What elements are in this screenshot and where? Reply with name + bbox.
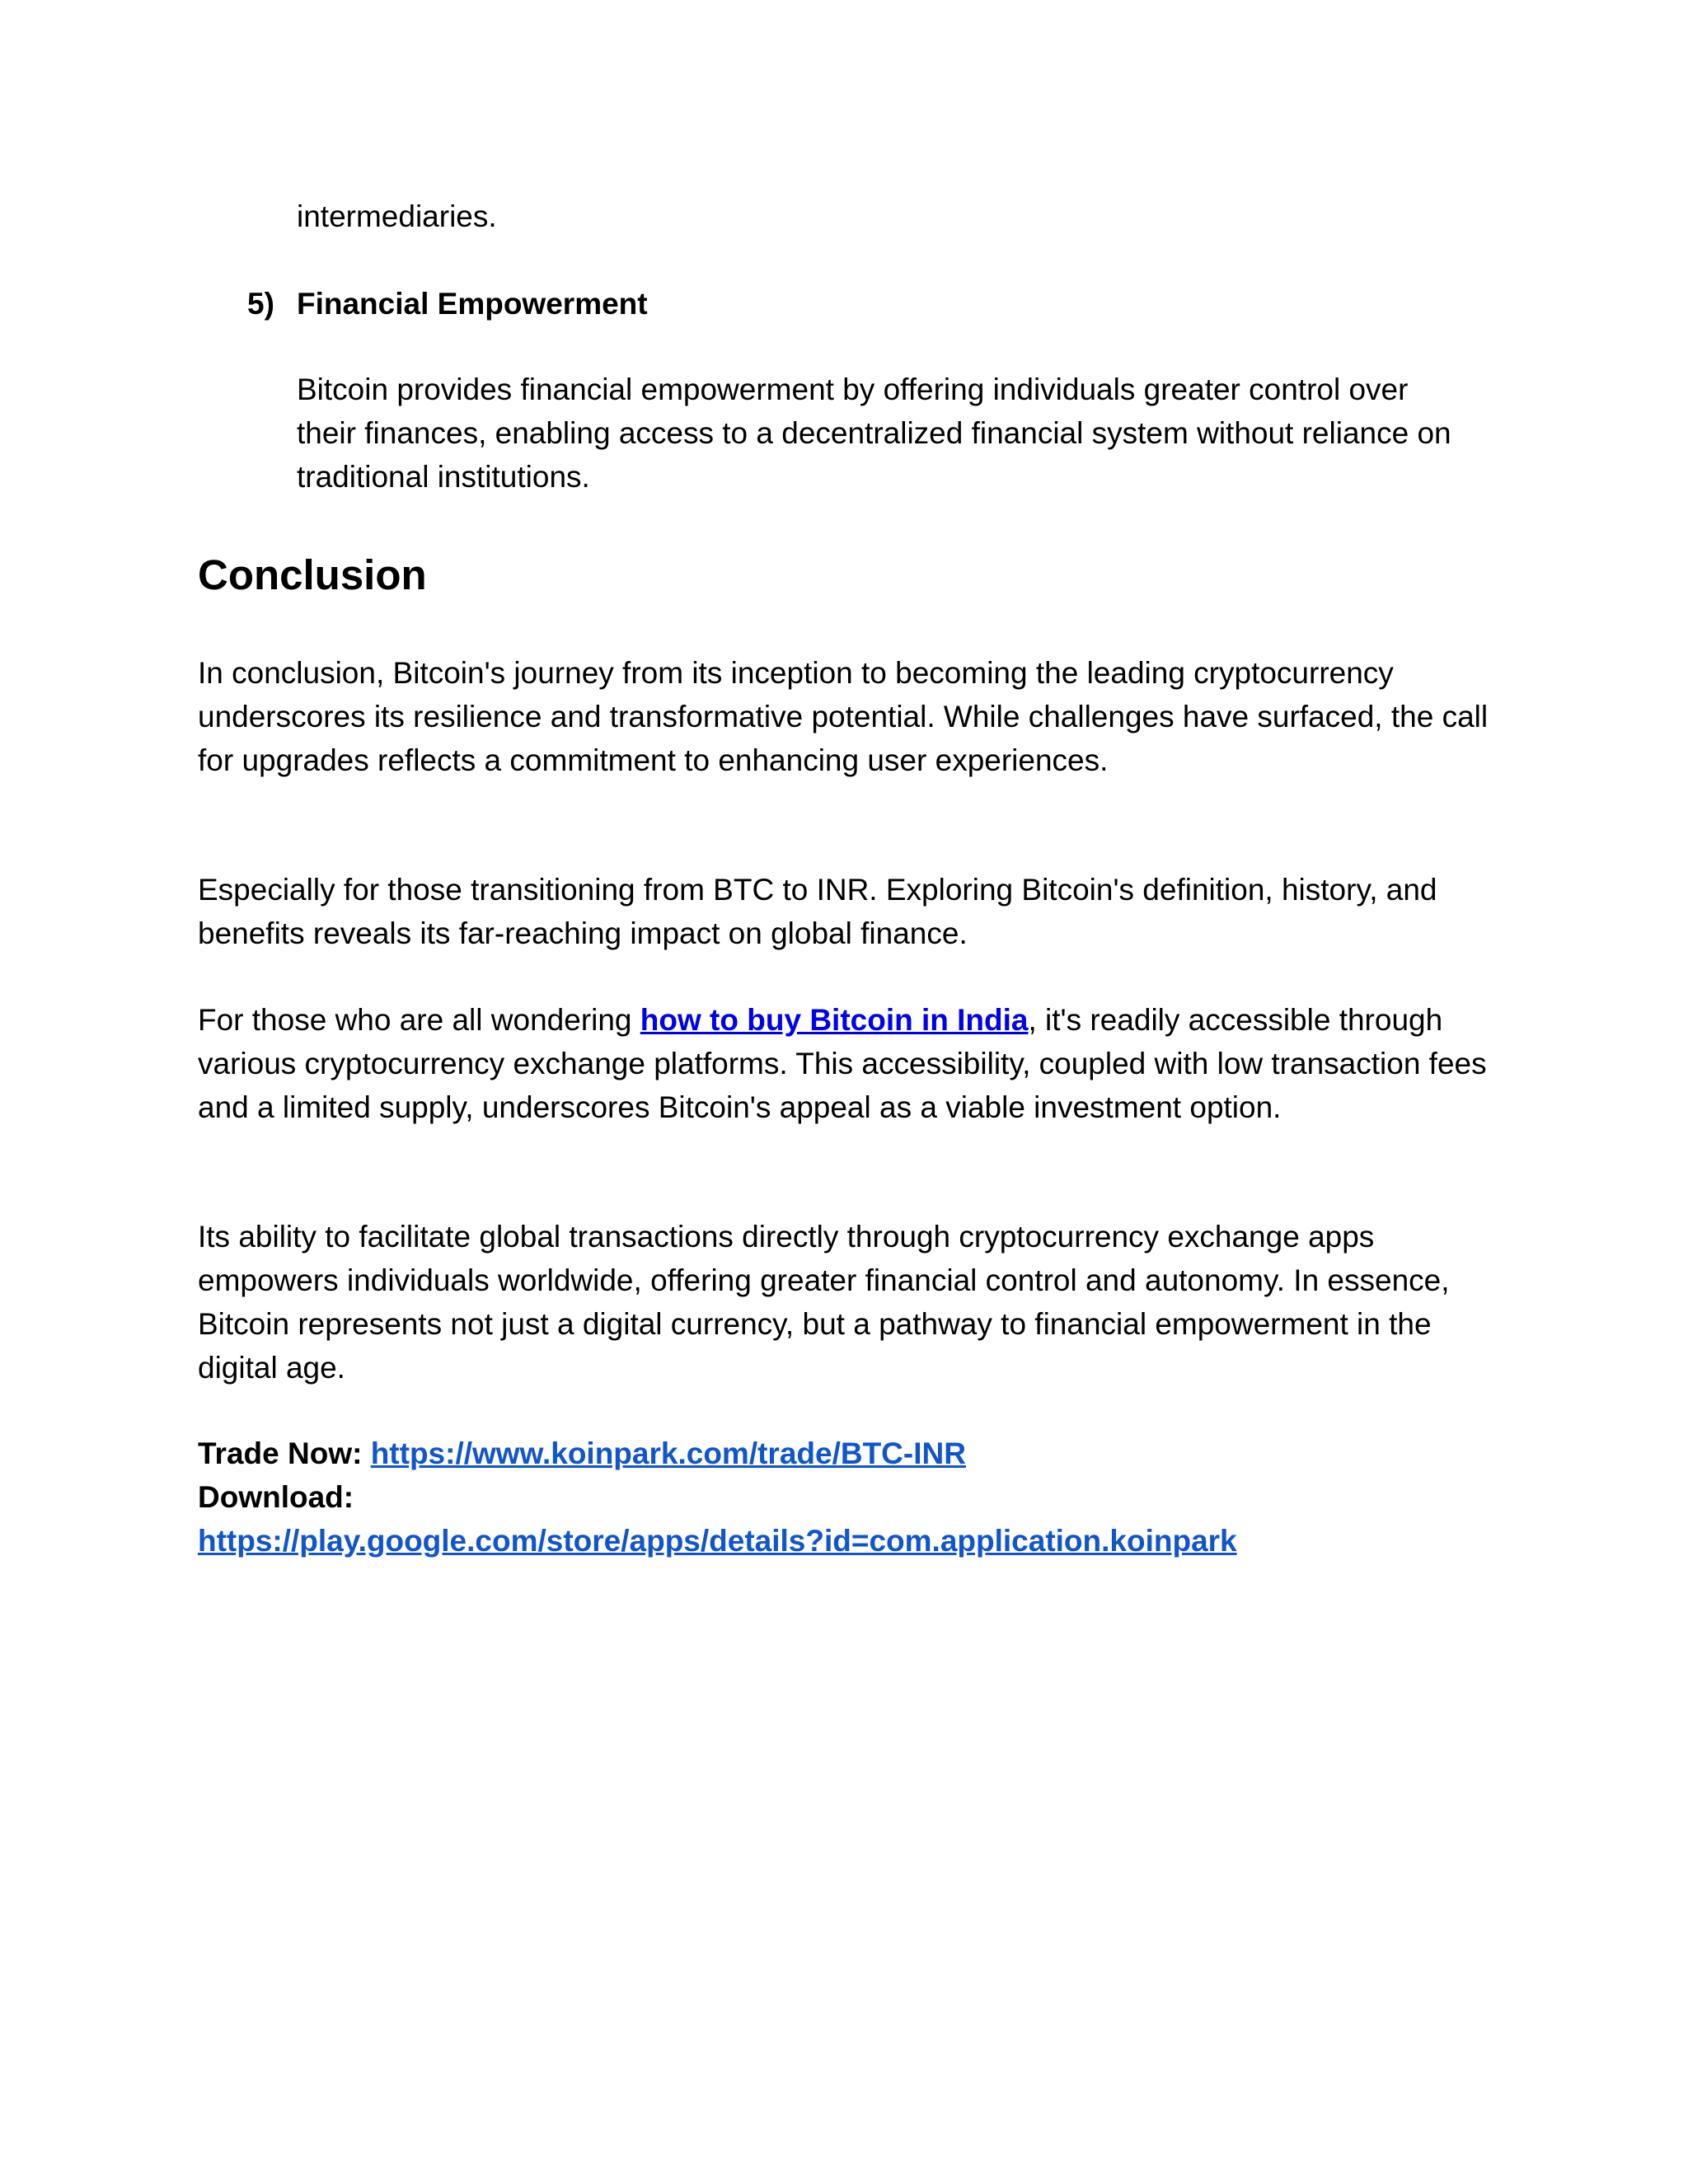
paragraph-3-text-after: , it's readily accessible through various cryptocurrency exchange platforms. This accessibility, coupled with low transaction fees and a limited supply, underscores Bitcoin's appeal as a viable investment option. [198, 1003, 1487, 1124]
conclusion-paragraph-2: Especially for those transitioning from BTC to INR. Exploring Bitcoin's definition, history, and benefits reveals its far-reaching impact on global finance. [198, 873, 1437, 950]
download-line [198, 1519, 1517, 1563]
download-label [198, 1475, 1517, 1519]
conclusion-paragraph-4: Its ability to facilitate global transactions directly through cryptocurrency exchange apps empowers individuals worldwide, offering greater financial control and autonomy. In essence, Bitcoin represents not just a digital currency, but a pathway to financial empowerment in the digital age. [198, 1220, 1450, 1385]
trade-now-label: Trade Now: [198, 1436, 363, 1470]
trade-now-line [198, 1432, 1517, 1475]
section-heading-conclusion: Conclusion [198, 551, 427, 598]
list-continuation-text: intermediaries. [297, 199, 497, 233]
conclusion-paragraph-3 [198, 998, 1517, 1129]
paragraph-3-text-before: For those who are all wondering [198, 1003, 640, 1037]
list-item-number: 5) [247, 287, 274, 321]
list-item-title: Financial Empowerment [297, 287, 648, 321]
trade-now-link[interactable]: https://www.koinpark.com/trade/BTC-INR [370, 1436, 966, 1470]
buy-bitcoin-india-link[interactable]: how to buy Bitcoin in India [640, 1003, 1029, 1037]
download-label-text: Download: [198, 1480, 354, 1514]
download-app-link[interactable]: https://play.google.com/store/apps/details?id=com.application.koinpark [198, 1524, 1237, 1558]
conclusion-paragraph-1: In conclusion, Bitcoin's journey from its inception to becoming the leading cryptocurrency underscores its resilience and transformative potential. While challenges have surfaced, the call for upgrades reflects a commitment to enhancing user experiences. [198, 656, 1489, 777]
list-item-body: Bitcoin provides financial empowerment by offering individuals greater control over their finances, enabling access to a decentralized financial system without reliance on traditional institutions. [297, 373, 1451, 494]
